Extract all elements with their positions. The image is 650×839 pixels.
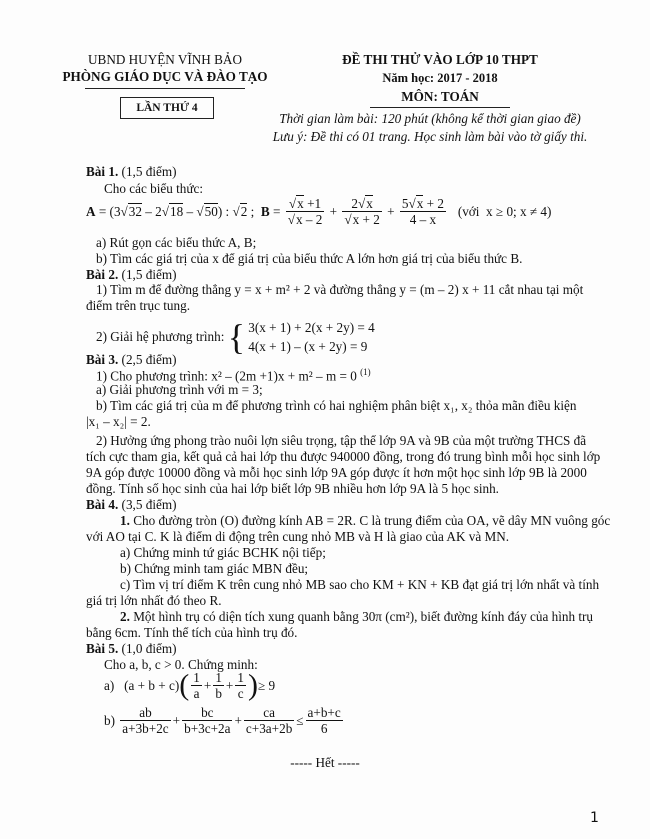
q2-heading [86, 267, 176, 283]
page-note: Lưu ý: Đề thi có 01 trang. Học sinh làm bài vào tờ giấy thi. [272, 129, 588, 144]
school-year: Năm học: 2017 - 2018 [382, 71, 498, 85]
subject-title: MÔN: TOÁN [401, 89, 479, 104]
q3-equation: 1) Cho phương trình: x² – (2m +1)x + m² – m = 0 [96, 368, 357, 384]
q1-part-a: a) Rút gọn các biểu thức A, B; [96, 235, 257, 250]
q4-title: Bài 4. [86, 497, 119, 512]
q3-part2-line4: đồng. Tính số học sinh của hai lớp biết lớp 9B nhiều hơn lớp 9A là 5 học sinh. [86, 481, 499, 496]
q2-part1-line1: 1) Tìm m để đường thẳng y = x + m² + 2 và đường thẳng y = (m – 2) x + 11 cắt nhau tại một [96, 282, 584, 297]
q2-eq2: 4(x + 1) – (x + 2y) = 9 [248, 339, 368, 355]
q1-title: Bài 1. [86, 164, 119, 179]
q1-intro: Cho các biểu thức: [104, 181, 204, 196]
department-name: UBND HUYỆN VĨNH BẢO [88, 52, 242, 67]
q5-points: (1,0 điểm) [118, 641, 177, 656]
q4-part2-num: 2. [120, 609, 130, 624]
q2-points: (1,5 điểm) [118, 267, 177, 282]
q4-heading [86, 497, 176, 513]
q3-part2-line1: 2) Hưởng ứng phong trào nuôi lợn siêu trọng, tập thể lớp 9A và 9B của một trường THCS đã [96, 433, 587, 448]
q4-part1-text: Cho đường tròn (O) đường kính AB = 2R. C là trung điểm của OA, vẽ dây MN vuông góc [129, 513, 611, 528]
q5-title: Bài 5. [86, 641, 119, 656]
q3-points: (2,5 điểm) [118, 352, 177, 367]
q2-part1-line2: điểm trên trục tung. [86, 298, 191, 313]
q2-system: 2) Giải hệ phương trình: { 3(x + 1) + 2(x + 2y) = 4 4(x + 1) – (x + 2y) = 9 [96, 317, 375, 358]
q3-part2-line3: 9A góp được 10000 đồng và mỗi học sinh lớp 9A góp được ít hơn một học sinh lớp 9B là 2000 [86, 465, 587, 480]
q5-intro: Cho a, b, c > 0. Chứng minh: [104, 657, 258, 672]
q1-part-b: b) Tìm các giá trị của x để giá trị của biểu thức A lớn hơn giá trị của biểu thức B. [96, 251, 523, 266]
office-name: PHÒNG GIÁO DỤC VÀ ĐÀO TẠO [62, 69, 268, 84]
q4-part2-line1 [120, 609, 604, 625]
page-number: 1 [590, 810, 599, 826]
q1-heading [86, 164, 176, 180]
end-marker: ----- Hết ----- [290, 755, 360, 770]
q4-part1-line1 [120, 513, 611, 529]
q4-part-c-line1: c) Tìm vị trí điểm K trên cung nhỏ MB sao cho KM + KN + KB đạt giá trị lớn nhất và tính [120, 577, 600, 592]
q1-expressions: A = (3√32 – 2√18 – √50) : √2 ; B = $\frac{√x +1}{√x - 2}$ + $\frac{2√x}{√x + 2}$ + $\frac{5√x + 2}{4 - x}$ (với x ≥ 0; x ≠ 4) [86, 196, 552, 228]
exam-title: ĐỀ THI THỬ VÀO LỚP 10 THPT [342, 52, 538, 67]
q4-points: (3,5 điểm) [118, 497, 177, 512]
q3-part-b-line2: |x₁ – x₂| = 2. [86, 414, 151, 429]
q2-title: Bài 2. [86, 267, 119, 282]
q3-heading [86, 352, 176, 368]
q3-title: Bài 3. [86, 352, 119, 367]
q3-equation-ref: (1) [360, 367, 371, 377]
q4-part-b: b) Chứng minh tam giác MBN đều; [120, 561, 309, 576]
q4-part-c-line2: giá trị lớn nhất đó theo R. [86, 593, 222, 608]
q3-part2-line2: tích cực tham gia, kết quả cả hai lớp thu được 940000 đồng, trong đó trung bình mỗi học sinh lớp [86, 449, 601, 464]
q5-part-b: b) $\frac{ab}{a+3b+2c}$ + $\frac{bc}{b+3c+2a}$ + $\frac{ca}{c+3a+2b}$ ≤ $\frac{a+b+c}{6}$ [104, 705, 341, 737]
q2-part2-label: 2) Giải hệ phương trình: [96, 329, 225, 345]
q3-part-b-line1: b) Tìm các giá trị của m để phương trình có hai nghiệm phân biệt x₁, x₂ thỏa mãn điều kiện [96, 398, 577, 413]
q4-part2-line2: bằng 6cm. Tính thể tích của hình trụ đó. [86, 625, 298, 640]
q3-part-a: a) Giải phương trình với m = 3; [96, 382, 263, 397]
q1-points: (1,5 điểm) [118, 164, 177, 179]
q4-part-a: a) Chứng minh tứ giác BCHK nội tiếp; [120, 545, 326, 560]
q2-eq1: 3(x + 1) + 2(x + 2y) = 4 [248, 320, 375, 335]
q4-part1-line2: với AO tại C. K là điểm di động trên cung nhỏ MB và H là giao của AK và MN. [86, 529, 510, 544]
q4-part1-num: 1. [120, 513, 130, 528]
q5-part-a: a) (a + b + c)( $\frac{1}{a}$ + $\frac{1}{b}$ + $\frac{1}{c}$ )≥ 9 [104, 668, 276, 702]
attempt-box: LẦN THỨ 4 [120, 97, 214, 119]
q4-part2-text: Một hình trụ có diện tích xung quanh bằng 30π (cm²), biết đường kính đáy của hình trụ [129, 609, 594, 624]
header-underline-right [370, 107, 510, 108]
q5-heading [86, 641, 176, 657]
time-note: Thời gian làm bài: 120 phút (không kể thời gian giao đề) [279, 111, 581, 126]
header-underline-left [85, 88, 245, 89]
